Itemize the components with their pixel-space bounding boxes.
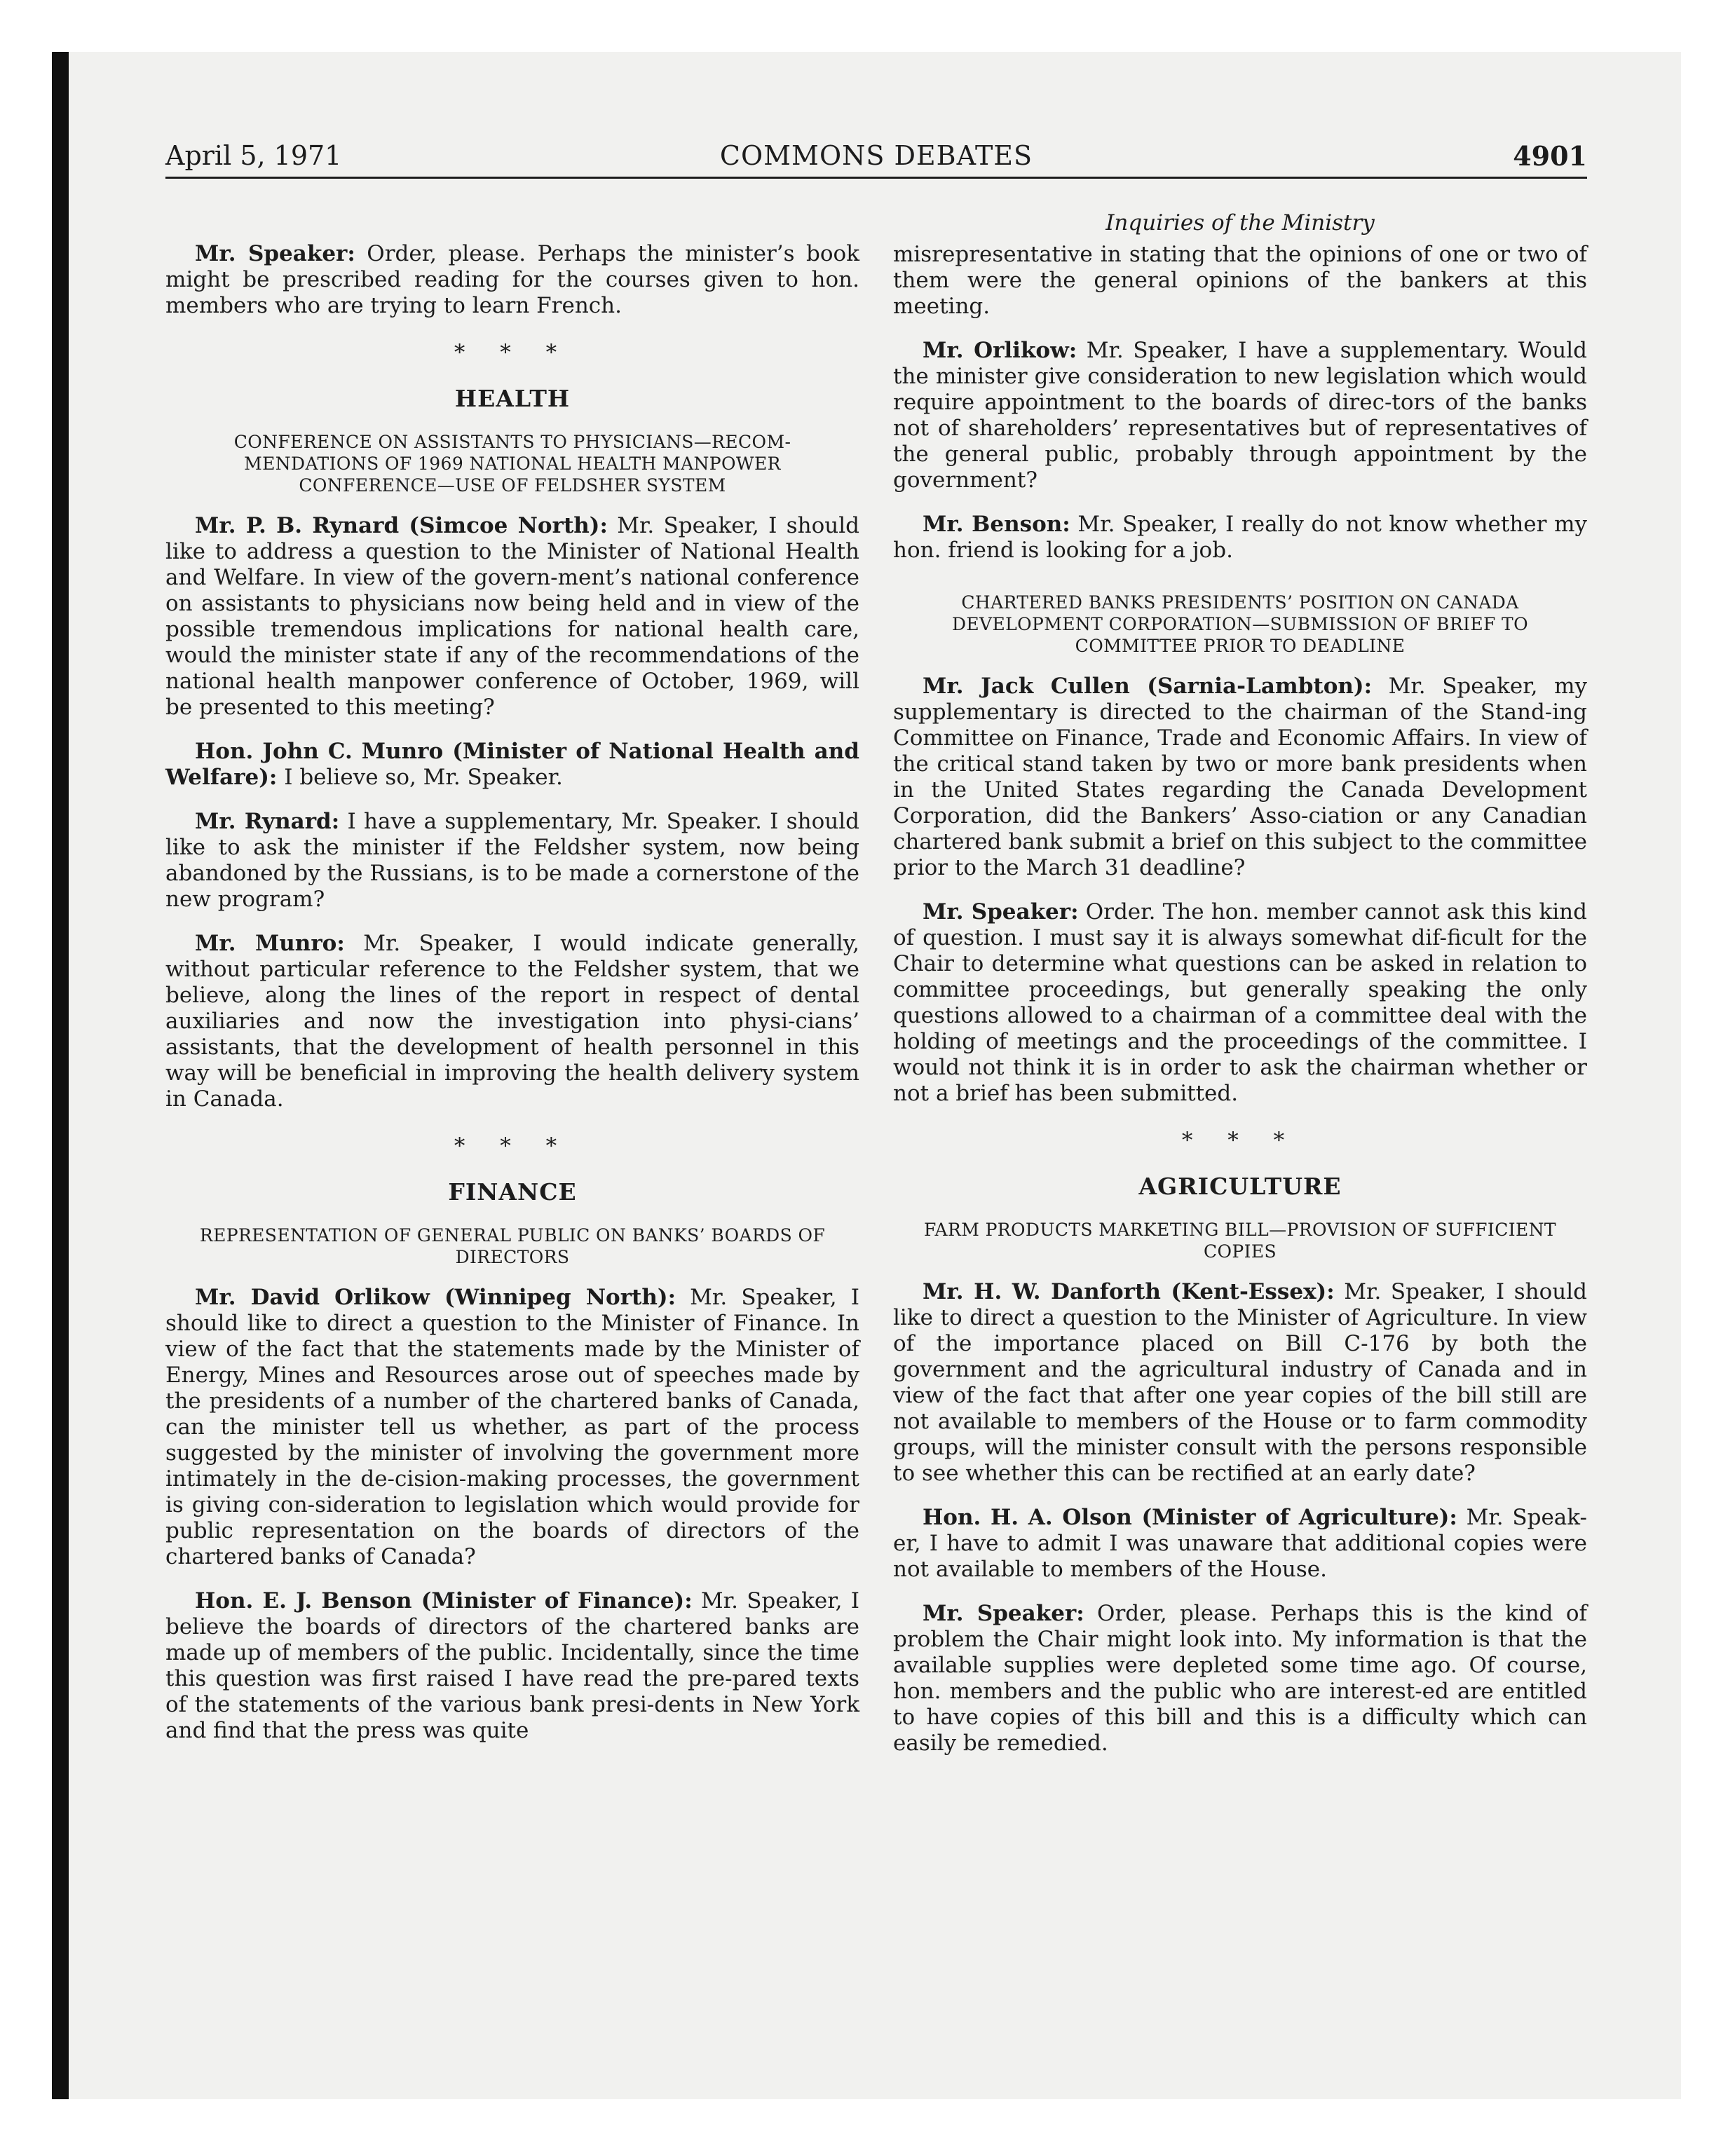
- paragraph: [165, 1588, 859, 1744]
- paragraph-text: Order, please. Perhaps this is the kind of problem the Chair might look into. My information is that the available supplies were depleted some time ago. Of course, hon. members and the public who are interest-ed are entitled to have copies of this bill and this is a difficulty which can easily be remedied.: [893, 1601, 1587, 1756]
- speaker-name: Mr. Orlikow:: [923, 338, 1077, 363]
- speaker-name: Hon. John C. Munro (Minister of National Health and Welfare):: [165, 739, 859, 790]
- paragraph-text: Mr. Speaker, I should like to direct a question to the Minister of Finance. In view of the fact that the statements made by the Minister of Energy, Mines and Resources arose out of speeches made by the presidents of a number of the chartered banks of Canada, can the minister tell us whether, as part of the process suggested by the minister of involving the government more intimately in the de-cision-making processes, the government is giving con-sideration to legislation which would provide for public representation on the boards of directors of the chartered banks of Canada?: [165, 1285, 860, 1569]
- speaker-name: Hon. E. J. Benson (Minister of Finance):: [195, 1588, 693, 1613]
- paragraph: [893, 1505, 1587, 1583]
- speaker-name: Mr. David Orlikow (Winnipeg North):: [195, 1285, 676, 1310]
- section-separator: * * *: [1181, 1128, 1299, 1153]
- running-head: Inquiries of the Ministry: [1105, 210, 1375, 236]
- right-column: [893, 210, 1587, 1769]
- paragraph-text: Order. The hon. member cannot ask this kind of question. I must say it is always somewhat dif-ficult for the Chair to determine what questions can be asked in relation to committee proceedings, but generally speaking the only questions allowed to a chairman of a committee deal with the holding of meetings and the proceedings of the committee. I would not think it is in order to ask the chairman whether or not a brief has been submitted.: [893, 899, 1587, 1106]
- section-title-finance: FINANCE: [448, 1178, 577, 1206]
- paragraph-text: Mr. Speaker, I should like to address a question to the Minister of National Health and Welfare. In view of the govern-ment’s national conference on assistants to physicians now being held and in view of the possible tremendous implications for national health care, would the minister state if any of the recommendations of the national health manpower conference of October, 1969, will be presented to this meeting?: [165, 513, 860, 720]
- paragraph: [893, 674, 1587, 881]
- subheading: CONFERENCE ON ASSISTANTS TO PHYSICIANS—RECOM-MENDATIONS OF 1969 NATIONAL HEALTH MANPOWER CONFERENCE—USE OF FELDSHER SYSTEM: [233, 432, 791, 496]
- paragraph-text: Mr. Speaker, I would indicate generally, without particular reference to the Feldsher system, that we believe, along the lines of the report in respect of dental auxiliaries and now the investigation into physi-cians’ assistants, that the development of health personnel in this way will be beneficial in improving the health delivery system in Canada.: [165, 931, 860, 1112]
- section-separator: * * *: [454, 340, 571, 365]
- subheading: CHARTERED BANKS PRESIDENTS’ POSITION ON CANADA DEVELOPMENT CORPORATION—SUBMISSION OF BRIEF TO COMMITTEE PRIOR TO DEADLINE: [951, 592, 1529, 656]
- section-title-health: HEALTH: [454, 385, 571, 412]
- paragraph-text: I have a supplementary, Mr. Speaker. I should like to ask the minister if the Feldsher system, now being abandoned by the Russians, is to be made a cornerstone of the new program?: [165, 809, 859, 912]
- subheading: FARM PRODUCTS MARKETING BILL—PROVISION OF SUFFICIENT COPIES: [923, 1220, 1557, 1262]
- speaker-name: Mr. P. B. Rynard (Simcoe North):: [195, 513, 608, 538]
- paragraph-text: I believe so, Mr. Speaker.: [277, 765, 563, 790]
- paragraph-text: Mr. Speaker, I should like to direct a question to the Minister of Agriculture. In view of the importance placed on Bill C-176 by both the government and the agricultural industry of Canada and in view of the fact that after one year copies of the bill still are not available to members of the House or to farm commodity groups, will the minister consult with the persons responsible to see whether this can be rectified at an early date?: [893, 1279, 1587, 1486]
- header-page-number: 4901: [1513, 140, 1587, 172]
- paragraph-text: misrepresentative in stating that the opinions of one or two of them were the general opinions of the bankers at this meeting.: [893, 242, 1587, 319]
- speaker-name: Mr. Speaker:: [923, 899, 1079, 925]
- paragraph: [893, 512, 1587, 564]
- paragraph: [893, 338, 1587, 493]
- header-date: April 5, 1971: [165, 140, 342, 171]
- paragraph: [165, 241, 859, 319]
- section-title-agriculture: AGRICULTURE: [1138, 1173, 1342, 1200]
- speaker-name: Mr. Speaker:: [195, 241, 355, 266]
- paragraph: [893, 1279, 1587, 1487]
- paragraph-text: Mr. Speaker, my supplementary is directed to the chairman of the Stand-ing Committee on Finance, Trade and Economic Affairs. In view of the critical stand taken by two or more bank presidents when in the United States regarding the Canada Development Corporation, did the Bankers’ Asso-ciation or any Canadian chartered bank submit a brief on this subject to the committee prior to the March 31 deadline?: [893, 674, 1587, 880]
- speaker-name: Mr. Jack Cullen (Sarnia-Lambton):: [923, 674, 1373, 699]
- left-column: [165, 241, 859, 1756]
- paragraph: [893, 1601, 1587, 1756]
- paragraph-continued: [893, 242, 1587, 320]
- book-spine-edge: [52, 52, 69, 2099]
- paragraph: [165, 1285, 859, 1570]
- paragraph: [165, 513, 859, 721]
- paragraph-text: Mr. Speaker, I really do not know whether my hon. friend is looking for a job.: [893, 512, 1588, 563]
- speaker-name: Mr. H. W. Danforth (Kent-Essex):: [923, 1279, 1335, 1304]
- document-page: [165, 140, 1587, 2033]
- speaker-name: Mr. Speaker:: [923, 1601, 1084, 1626]
- speaker-name: Mr. Rynard:: [195, 809, 340, 834]
- speaker-name: Mr. Munro:: [195, 931, 345, 956]
- subheading: REPRESENTATION OF GENERAL PUBLIC ON BANKS’ BOARDS OF DIRECTORS: [199, 1225, 826, 1267]
- page-header: [165, 140, 1587, 175]
- paragraph: [165, 931, 859, 1112]
- section-separator: * * *: [454, 1133, 571, 1159]
- paragraph-text: Mr. Speaker, I believe the boards of directors of the chartered banks are made up of members of the public. Incidentally, since the time this question was first raised I have read the pre-pared texts of the statements of the various bank presi-dents in New York and find that the press was quite: [165, 1588, 860, 1743]
- paragraph-text: Mr. Speaker, I have a supplementary. Would the minister give consideration to new legislation which would require appointment to the boards of direc-tors of the banks not of shareholders’ representatives but of representatives of the general public, probably through appointment by the government?: [893, 338, 1588, 493]
- header-publication: COMMONS DEBATES: [719, 140, 1033, 171]
- paragraph: [893, 899, 1587, 1107]
- paragraph: [165, 809, 859, 913]
- speaker-name: Hon. H. A. Olson (Minister of Agriculture):: [923, 1505, 1457, 1530]
- paragraph: [165, 739, 859, 791]
- paragraph-text: Order, please. Perhaps the minister’s book might be prescribed reading for the courses given to hon. members who are trying to learn French.: [165, 241, 859, 318]
- speaker-name: Mr. Benson:: [923, 512, 1070, 537]
- paragraph-text: Mr. Speak-er, I have to admit I was unaware that additional copies were not available to members of the House.: [893, 1505, 1587, 1582]
- header-rule: [165, 177, 1587, 179]
